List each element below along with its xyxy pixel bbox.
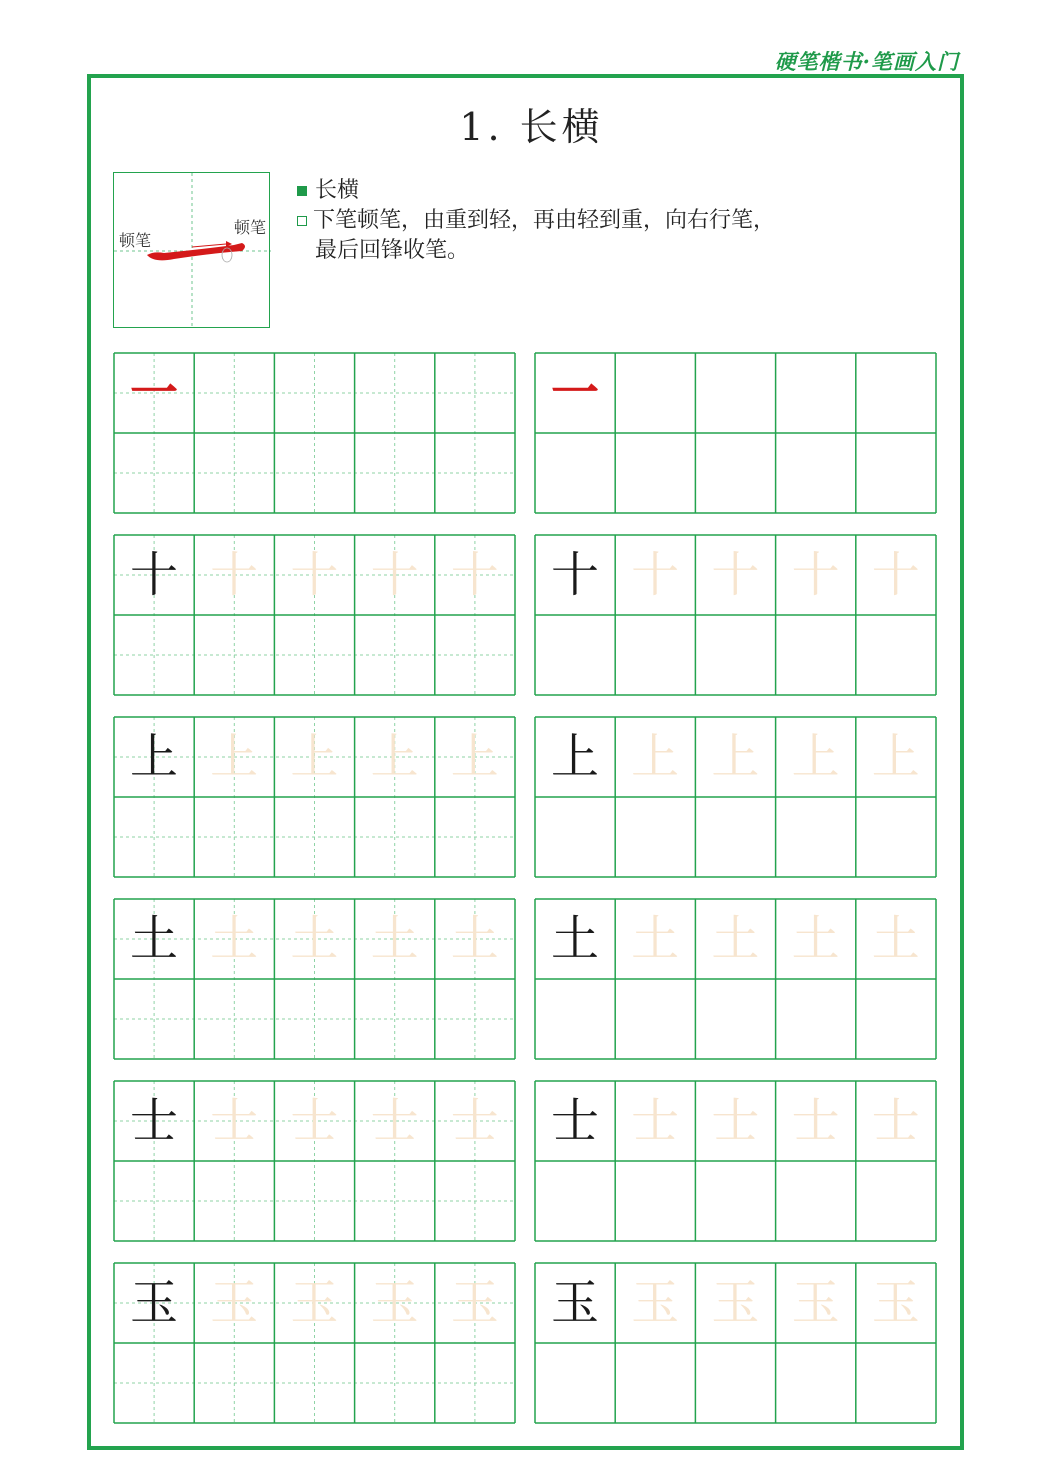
trace-character[interactable]: 上	[210, 729, 259, 785]
stroke-demo-box	[113, 172, 270, 328]
writing-cell[interactable]	[355, 979, 435, 1059]
model-character: 士	[550, 1093, 599, 1149]
writing-cell[interactable]	[856, 1161, 936, 1241]
trace-character[interactable]	[856, 353, 936, 433]
writing-cell[interactable]	[615, 433, 695, 513]
trace-character[interactable]: 上	[450, 729, 499, 785]
writing-cell[interactable]	[435, 1161, 515, 1241]
trace-character[interactable]: 士	[631, 1093, 680, 1149]
writing-cell[interactable]	[856, 979, 936, 1059]
practice-block-right	[534, 534, 935, 695]
writing-cell[interactable]	[615, 797, 695, 877]
model-character: 一	[129, 365, 178, 421]
writing-cell[interactable]	[114, 615, 194, 695]
writing-cell[interactable]	[194, 615, 274, 695]
practice-block-left	[113, 1080, 514, 1241]
trace-character[interactable]: 士	[210, 1093, 259, 1149]
practice-block-right	[534, 1080, 935, 1241]
writing-cell[interactable]	[274, 797, 354, 877]
trace-character[interactable]: 玉	[631, 1275, 680, 1331]
stroke-description	[297, 176, 775, 266]
trace-character[interactable]: 上	[370, 729, 419, 785]
writing-cell[interactable]	[535, 797, 615, 877]
writing-cell[interactable]	[776, 797, 856, 877]
writing-cell[interactable]	[615, 615, 695, 695]
trace-character[interactable]: 玉	[370, 1275, 419, 1331]
practice-block-left	[113, 352, 514, 513]
model-character: 十	[129, 547, 178, 603]
writing-cell[interactable]	[435, 979, 515, 1059]
writing-cell[interactable]	[355, 797, 435, 877]
trace-character[interactable]: 玉	[450, 1275, 499, 1331]
lesson-title: 1. 长横	[459, 105, 604, 149]
practice-block-left	[113, 898, 514, 1059]
trace-character[interactable]: 玉	[871, 1275, 920, 1331]
writing-cell[interactable]	[776, 433, 856, 513]
trace-character[interactable]: 土	[791, 911, 840, 967]
trace-character[interactable]: 十	[631, 547, 680, 603]
writing-cell[interactable]	[194, 797, 274, 877]
trace-character[interactable]: 十	[370, 547, 419, 603]
writing-cell[interactable]	[114, 797, 194, 877]
trace-character[interactable]: 十	[711, 547, 760, 603]
stroke-name: 长横	[315, 178, 360, 203]
writing-cell[interactable]	[274, 1343, 354, 1423]
practice-block-right	[534, 352, 935, 513]
writing-cell[interactable]	[535, 1161, 615, 1241]
writing-cell[interactable]	[695, 979, 775, 1059]
writing-cell[interactable]	[194, 979, 274, 1059]
writing-cell[interactable]	[535, 1343, 615, 1423]
writing-cell[interactable]	[615, 979, 695, 1059]
trace-character[interactable]: 土	[711, 911, 760, 967]
trace-character[interactable]: 土	[871, 911, 920, 967]
trace-character[interactable]: 土	[290, 911, 339, 967]
trace-character[interactable]: 十	[450, 547, 499, 603]
writing-cell[interactable]	[435, 1343, 515, 1423]
trace-character[interactable]: 士	[450, 1093, 499, 1149]
practice-block-right	[534, 898, 935, 1059]
trace-character[interactable]	[776, 353, 856, 433]
writing-cell[interactable]	[856, 797, 936, 877]
writing-cell[interactable]	[535, 979, 615, 1059]
writing-cell[interactable]	[355, 1161, 435, 1241]
writing-cell[interactable]	[776, 1161, 856, 1241]
writing-cell[interactable]	[535, 433, 615, 513]
writing-cell[interactable]	[615, 1343, 695, 1423]
writing-cell[interactable]	[856, 433, 936, 513]
trace-character[interactable]: 土	[370, 911, 419, 967]
trace-character[interactable]: 土	[210, 911, 259, 967]
writing-cell[interactable]	[856, 615, 936, 695]
writing-cell[interactable]	[114, 1161, 194, 1241]
trace-character[interactable]	[355, 353, 435, 433]
model-character: 上	[129, 729, 178, 785]
practice-block-left	[113, 716, 514, 877]
demo-label-start: 顿笔	[119, 231, 152, 250]
trace-character[interactable]: 上	[871, 729, 920, 785]
model-character: 玉	[550, 1275, 599, 1331]
trace-character[interactable]: 士	[871, 1093, 920, 1149]
writing-cell[interactable]	[194, 1343, 274, 1423]
bullet-open-icon	[297, 216, 307, 226]
trace-character[interactable]	[435, 353, 515, 433]
writing-cell[interactable]	[856, 1343, 936, 1423]
series-label: 硬笔楷书·笔画入门	[774, 49, 959, 74]
trace-character[interactable]: 上	[290, 729, 339, 785]
demo-label-end: 顿笔	[234, 218, 267, 237]
writing-cell[interactable]	[615, 1161, 695, 1241]
writing-cell[interactable]	[695, 1161, 775, 1241]
writing-cell[interactable]	[776, 615, 856, 695]
practice-block-right	[534, 1262, 935, 1423]
writing-cell[interactable]	[194, 1161, 274, 1241]
writing-cell[interactable]	[435, 615, 515, 695]
writing-cell[interactable]	[435, 797, 515, 877]
trace-character[interactable]: 玉	[210, 1275, 259, 1331]
writing-cell[interactable]	[695, 433, 775, 513]
writing-cell[interactable]	[776, 979, 856, 1059]
trace-character[interactable]	[615, 353, 695, 433]
model-character: 玉	[129, 1275, 178, 1331]
trace-character[interactable]	[695, 353, 775, 433]
writing-cell[interactable]	[114, 433, 194, 513]
trace-character[interactable]: 十	[290, 547, 339, 603]
writing-cell[interactable]	[535, 615, 615, 695]
trace-character[interactable]	[274, 353, 354, 433]
instruction-line-1: 下笔顿笔，由重到轻，再由轻到重，向右行笔，	[313, 208, 776, 233]
model-character: 十	[550, 547, 599, 603]
writing-cell[interactable]	[274, 979, 354, 1059]
trace-character[interactable]: 上	[791, 729, 840, 785]
trace-character[interactable]: 十	[871, 547, 920, 603]
practice-block-left	[113, 1262, 514, 1423]
trace-character[interactable]: 十	[210, 547, 259, 603]
trace-character[interactable]	[194, 353, 274, 433]
long-horizontal-stroke	[147, 243, 245, 260]
practice-block-left	[113, 534, 514, 695]
model-character: 一	[550, 365, 599, 421]
trace-character[interactable]: 士	[791, 1093, 840, 1149]
trace-character[interactable]: 十	[791, 547, 840, 603]
trace-character[interactable]: 上	[631, 729, 680, 785]
bullet-filled-icon	[297, 186, 307, 196]
writing-cell[interactable]	[274, 615, 354, 695]
trace-character[interactable]: 土	[450, 911, 499, 967]
writing-cell[interactable]	[194, 433, 274, 513]
model-character: 土	[129, 911, 178, 967]
writing-cell[interactable]	[355, 433, 435, 513]
trace-character[interactable]: 上	[711, 729, 760, 785]
writing-cell[interactable]	[114, 1343, 194, 1423]
stroke-demo-grid	[114, 173, 271, 329]
writing-cell[interactable]	[776, 1343, 856, 1423]
trace-character[interactable]: 土	[631, 911, 680, 967]
writing-cell[interactable]	[435, 433, 515, 513]
writing-cell[interactable]	[114, 979, 194, 1059]
writing-cell[interactable]	[274, 1161, 354, 1241]
writing-cell[interactable]	[695, 797, 775, 877]
model-character: 土	[550, 911, 599, 967]
writing-cell[interactable]	[695, 1343, 775, 1423]
trace-character[interactable]: 玉	[290, 1275, 339, 1331]
writing-cell[interactable]	[355, 615, 435, 695]
model-character: 上	[550, 729, 599, 785]
trace-character[interactable]: 玉	[791, 1275, 840, 1331]
model-character: 士	[129, 1093, 178, 1149]
practice-block-right	[534, 716, 935, 877]
writing-cell[interactable]	[695, 615, 775, 695]
trace-character[interactable]: 玉	[711, 1275, 760, 1331]
trace-character[interactable]: 士	[711, 1093, 760, 1149]
writing-cell[interactable]	[274, 433, 354, 513]
writing-cell[interactable]	[355, 1343, 435, 1423]
trace-character[interactable]: 士	[290, 1093, 339, 1149]
trace-character[interactable]: 士	[370, 1093, 419, 1149]
instruction-line-2: 最后回锋收笔。	[315, 238, 470, 263]
